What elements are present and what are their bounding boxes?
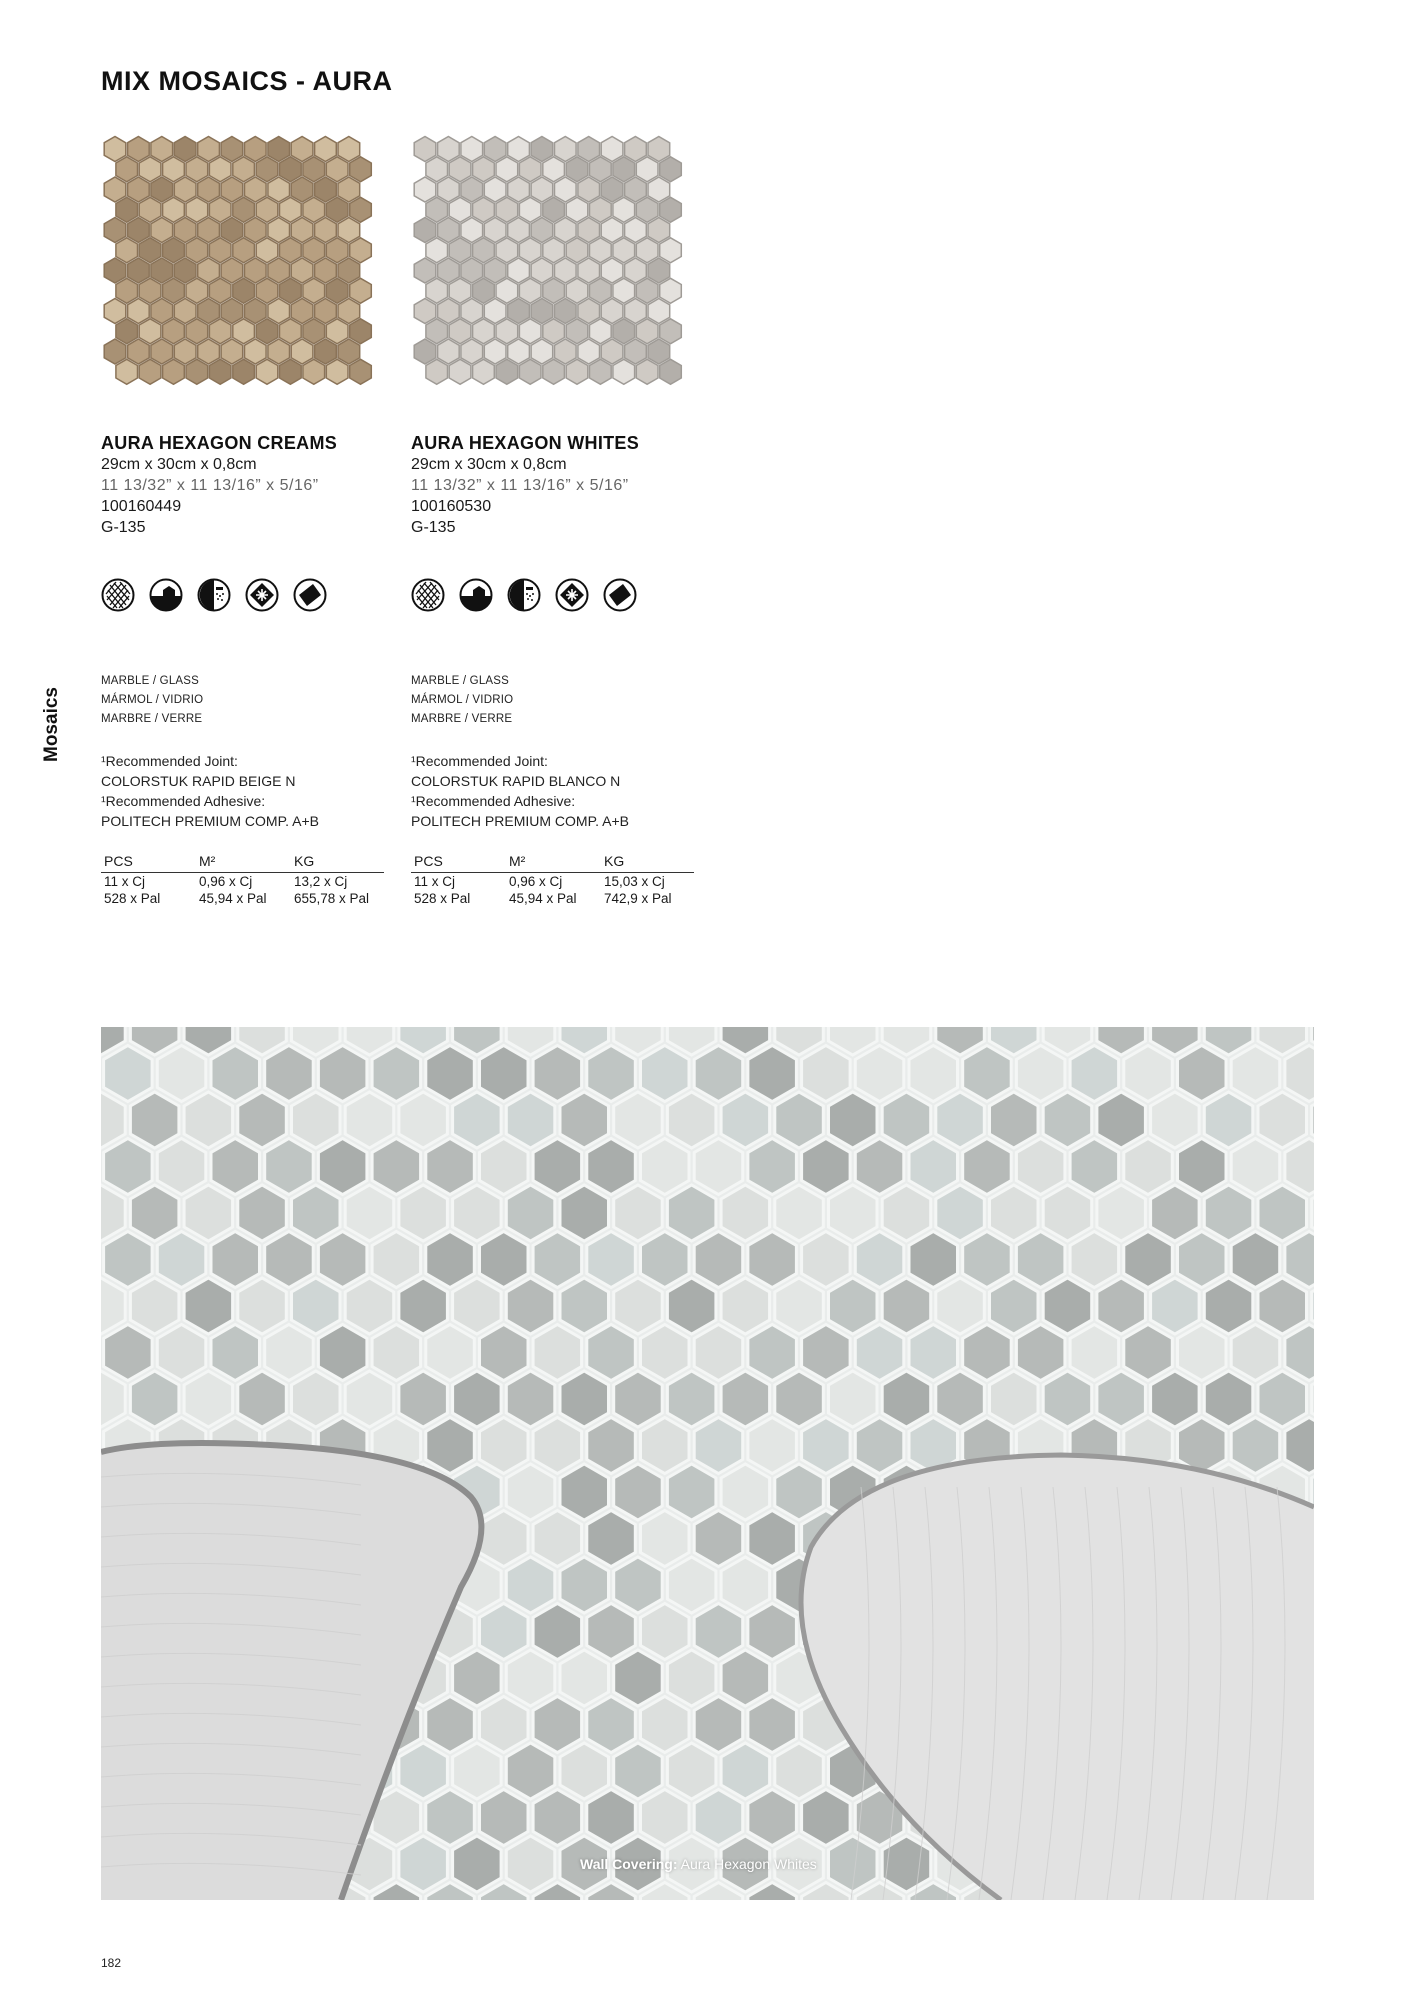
product-size-imperial: 11 13/32” x 11 13/16” x 5/16” <box>101 477 319 494</box>
product-card-creams <box>101 135 391 907</box>
col-m2: M² <box>199 853 216 869</box>
floor-tile-icon <box>603 578 637 612</box>
table-cell: 11 x Cj <box>414 874 456 889</box>
indoor-wall-icon <box>459 578 493 612</box>
material-es: MÁRMOL / VIDRIO <box>101 694 204 706</box>
adhesive-label: ¹Recommended Adhesive: <box>101 793 266 809</box>
joint-value: COLORSTUK RAPID BLANCO N <box>411 773 621 789</box>
joint-value: COLORSTUK RAPID BEIGE N <box>101 773 296 789</box>
section-side-label: Mosaics <box>41 687 62 762</box>
frost-icon <box>245 578 279 612</box>
product-size-metric: 29cm x 30cm x 0,8cm <box>411 456 567 473</box>
floor-tile-icon <box>293 578 327 612</box>
mesh-icon <box>411 578 445 612</box>
ambient-photo <box>101 1027 1314 1900</box>
page-title: MIX MOSAICS - AURA <box>101 66 393 96</box>
table-cell: 15,03 x Cj <box>604 874 665 889</box>
materials-list <box>411 672 701 729</box>
table-cell: 45,94 x Pal <box>509 891 577 906</box>
col-pcs: PCS <box>104 853 133 869</box>
table-row <box>101 890 384 907</box>
product-ref: G-135 <box>101 519 146 536</box>
col-kg: KG <box>604 853 625 869</box>
caption-label: Wall Covering: <box>580 1856 678 1872</box>
product-name: AURA HEXAGON CREAMS <box>101 433 338 453</box>
product-size-imperial: 11 13/32” x 11 13/16” x 5/16” <box>411 477 629 494</box>
table-cell: 13,2 x Cj <box>294 874 348 889</box>
feature-icons <box>101 578 391 612</box>
product-ref: G-135 <box>411 519 456 536</box>
material-en: MARBLE / GLASS <box>411 675 510 687</box>
table-cell: 45,94 x Pal <box>199 891 267 906</box>
adhesive-value: POLITECH PREMIUM COMP. A+B <box>411 813 629 829</box>
material-fr: MARBRE / VERRE <box>411 713 513 725</box>
product-code: 100160530 <box>411 498 492 515</box>
col-kg: KG <box>294 853 315 869</box>
adhesive-label: ¹Recommended Adhesive: <box>411 793 576 809</box>
table-header <box>101 853 384 873</box>
recommendations <box>101 751 391 831</box>
product-code: 100160449 <box>101 498 182 515</box>
table-cell: 0,96 x Cj <box>199 874 253 889</box>
col-pcs: PCS <box>414 853 443 869</box>
table-header <box>411 853 694 873</box>
table-row <box>411 890 694 907</box>
wall-mosaic-photo <box>101 1027 1314 1900</box>
joint-label: ¹Recommended Joint: <box>101 753 238 769</box>
table-cell: 742,9 x Pal <box>604 891 672 906</box>
table-cell: 655,78 x Pal <box>294 891 370 906</box>
table-cell: 0,96 x Cj <box>509 874 563 889</box>
shower-icon <box>507 578 541 612</box>
mesh-icon <box>101 578 135 612</box>
table-cell: 528 x Pal <box>104 891 161 906</box>
table-cell: 528 x Pal <box>414 891 471 906</box>
joint-label: ¹Recommended Joint: <box>411 753 548 769</box>
packaging-table <box>101 853 384 907</box>
table-row <box>101 873 384 890</box>
photo-caption <box>580 1856 817 1872</box>
shower-icon <box>197 578 231 612</box>
col-m2: M² <box>509 853 526 869</box>
material-fr: MARBRE / VERRE <box>101 713 203 725</box>
product-swatch-image <box>101 135 377 411</box>
feature-icons <box>411 578 701 612</box>
indoor-wall-icon <box>149 578 183 612</box>
packaging-table <box>411 853 694 907</box>
product-name: AURA HEXAGON WHITES <box>411 433 640 453</box>
table-cell: 11 x Cj <box>104 874 146 889</box>
materials-list <box>101 672 391 729</box>
product-size-metric: 29cm x 30cm x 0,8cm <box>101 456 257 473</box>
caption-text: Aura Hexagon Whites <box>680 1856 817 1872</box>
product-swatch-image <box>411 135 687 411</box>
table-row <box>411 873 694 890</box>
page-number: 182 <box>101 1956 122 1970</box>
adhesive-value: POLITECH PREMIUM COMP. A+B <box>101 813 319 829</box>
product-card-whites <box>411 135 701 907</box>
material-es: MÁRMOL / VIDRIO <box>411 694 514 706</box>
recommendations <box>411 751 701 831</box>
material-en: MARBLE / GLASS <box>101 675 200 687</box>
frost-icon <box>555 578 589 612</box>
